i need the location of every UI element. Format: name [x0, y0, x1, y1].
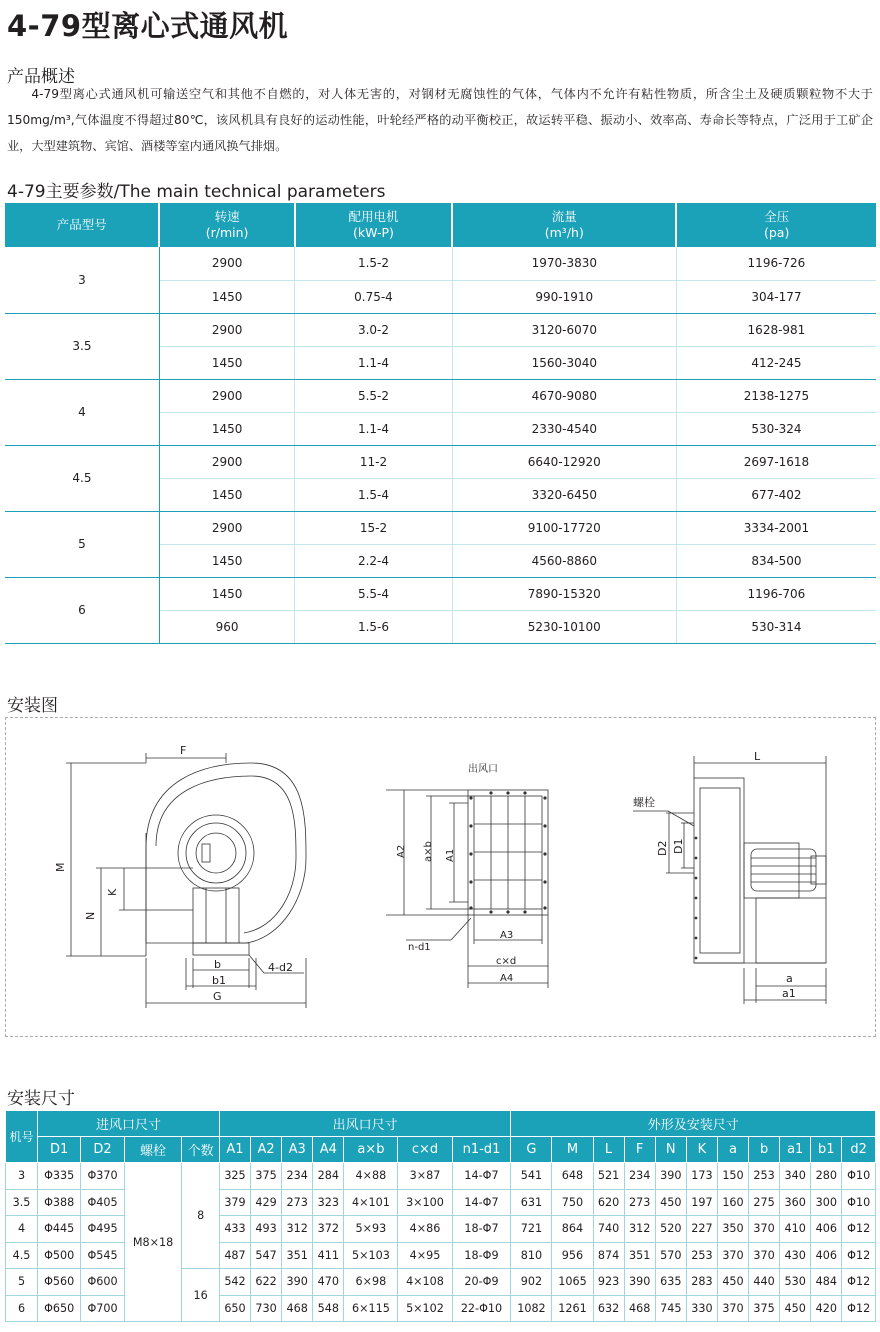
dims-machine-no: 4	[6, 1216, 38, 1243]
params-cell: 1450	[159, 280, 294, 313]
params-cell: 15-2	[295, 511, 452, 544]
dims-cell: 379	[219, 1189, 250, 1216]
params-cell: 1450	[159, 544, 294, 577]
dims-machine-no: 6	[6, 1295, 38, 1322]
params-model: 4.5	[5, 445, 159, 511]
dims-col-header: A4	[313, 1137, 344, 1163]
dims-col-header: D2	[81, 1137, 124, 1163]
params-cell: 1.1-4	[295, 346, 452, 379]
dims-cell: 253	[686, 1242, 717, 1269]
dims-cell: 4×86	[398, 1216, 452, 1243]
dims-cell: 730	[251, 1295, 282, 1322]
dims-cell: 1261	[552, 1295, 593, 1322]
dims-cell: 234	[624, 1163, 655, 1190]
dims-cell: 468	[282, 1295, 313, 1322]
dims-machine-no: 3.5	[6, 1189, 38, 1216]
dims-col-header: A2	[251, 1137, 282, 1163]
params-cell: 3120-6070	[452, 313, 676, 346]
dims-cell: 521	[593, 1163, 624, 1190]
params-cell: 2138-1275	[676, 379, 876, 412]
label-axb: a×b	[423, 841, 434, 862]
label-cxd: c×d	[496, 956, 517, 967]
params-cell: 677-402	[676, 478, 876, 511]
params-header-unit: (kW-P)	[353, 225, 394, 240]
dims-cell: 375	[749, 1295, 780, 1322]
params-cell: 5.5-4	[295, 577, 452, 610]
dims-col-header: G	[511, 1137, 552, 1163]
dims-col-header: b	[749, 1137, 780, 1163]
dims-cell: 253	[749, 1163, 780, 1190]
dims-cell: 430	[780, 1242, 811, 1269]
dims-cell: 390	[282, 1269, 313, 1296]
params-cell: 11-2	[295, 445, 452, 478]
params-model: 3.5	[5, 313, 159, 379]
dims-cell: 3×87	[398, 1163, 452, 1190]
dims-cell: 406	[811, 1216, 842, 1243]
overview-heading: 产品概述	[7, 67, 75, 87]
dims-col-header: a	[717, 1137, 748, 1163]
dims-machine-no: 4.5	[6, 1242, 38, 1269]
dims-cell: 570	[655, 1242, 686, 1269]
label-L: L	[754, 750, 761, 763]
dims-cell: 3×100	[398, 1189, 452, 1216]
dims-cell: 5×103	[344, 1242, 398, 1269]
label-b: b	[214, 958, 221, 971]
params-row	[5, 313, 876, 346]
dims-cell: 4×95	[398, 1242, 452, 1269]
dims-cell: 547	[251, 1242, 282, 1269]
params-cell: 2900	[159, 511, 294, 544]
dims-col-header: A3	[282, 1137, 313, 1163]
dims-cell-d2: Φ370	[81, 1163, 124, 1190]
dims-cell: 721	[511, 1216, 552, 1243]
dims-cell-d2: Φ600	[81, 1269, 124, 1296]
dims-cell: 18-Φ7	[452, 1216, 511, 1243]
dims-cell: 14-Φ7	[452, 1163, 511, 1190]
dims-header-inlet: 进风口尺寸	[38, 1111, 220, 1137]
dims-cell: 902	[511, 1269, 552, 1296]
label-D1: D1	[672, 838, 685, 854]
dims-machine-no: 5	[6, 1269, 38, 1296]
dims-cell: 370	[717, 1242, 748, 1269]
dims-cell-d2: Φ495	[81, 1216, 124, 1243]
dims-cell: Φ10	[842, 1163, 876, 1190]
label-A3: A3	[500, 930, 514, 941]
label-outlet-title: 出风口	[468, 764, 498, 775]
dims-col-header: M	[552, 1137, 593, 1163]
params-header-0	[5, 203, 159, 247]
params-header-unit: (m³/h)	[544, 225, 584, 240]
params-cell: 3320-6450	[452, 478, 676, 511]
dims-cell: 632	[593, 1295, 624, 1322]
params-model: 3	[5, 247, 159, 313]
params-cell: 2.2-4	[295, 544, 452, 577]
params-row	[5, 247, 876, 280]
dims-cell: 300	[811, 1189, 842, 1216]
params-cell: 5.5-2	[295, 379, 452, 412]
label-bolt: 螺栓	[633, 796, 655, 809]
params-cell: 3.0-2	[295, 313, 452, 346]
params-header-label: 转速	[214, 209, 240, 224]
dims-cell: 360	[780, 1189, 811, 1216]
dims-col-header: L	[593, 1137, 624, 1163]
dims-cell-d1: Φ500	[38, 1242, 81, 1269]
front-view	[633, 756, 826, 1004]
dims-cell: 484	[811, 1269, 842, 1296]
dims-cell: 173	[686, 1163, 717, 1190]
params-cell: 2330-4540	[452, 412, 676, 445]
dims-cell: 548	[313, 1295, 344, 1322]
params-model: 6	[5, 577, 159, 643]
dims-cell: 956	[552, 1242, 593, 1269]
dims-cell: Φ10	[842, 1189, 876, 1216]
label-A1: A1	[445, 848, 456, 862]
dims-cell: 530	[780, 1269, 811, 1296]
dims-cell: 4×108	[398, 1269, 452, 1296]
dims-cell-d2: Φ545	[81, 1242, 124, 1269]
dims-col-header: A1	[219, 1137, 250, 1163]
dims-cell: 468	[624, 1295, 655, 1322]
params-cell: 1970-3830	[452, 247, 676, 280]
dims-cell: 440	[749, 1269, 780, 1296]
params-cell: 4670-9080	[452, 379, 676, 412]
dims-cell: 323	[313, 1189, 344, 1216]
install-drawing-svg	[6, 718, 875, 1036]
params-cell: 960	[159, 610, 294, 643]
dims-table	[5, 1110, 876, 1322]
dims-cell-d1: Φ650	[38, 1295, 81, 1322]
params-header-unit: (r/min)	[205, 225, 249, 240]
dims-cell: 330	[686, 1295, 717, 1322]
dims-cell: 1082	[511, 1295, 552, 1322]
dims-cell: 493	[251, 1216, 282, 1243]
params-cell: 2900	[159, 445, 294, 478]
params-model: 5	[5, 511, 159, 577]
params-cell: 1.5-2	[295, 247, 452, 280]
params-model: 4	[5, 379, 159, 445]
label-N: N	[84, 911, 97, 920]
dims-cell: 4×101	[344, 1189, 398, 1216]
dims-cell-d1: Φ335	[38, 1163, 81, 1190]
dims-cell-d1: Φ560	[38, 1269, 81, 1296]
dims-col-header: K	[686, 1137, 717, 1163]
overview-paragraph: 4-79型离心式通风机可输送空气和其他不自燃的，对人体无害的，对钢材无腐蚀性的气体，气体内不允许有粘性物质，所含尘土及硬质颗粒物不大于150mg/m³,气体温度不得超过80℃，该风机具有良好的运动性能，叶轮经严格的动平衡校正，故运转平稳、振动小、效率高、寿命长等特点，广泛用于工矿企业，大型建筑物、宾馆、酒楼等室内通风换气排烟。	[7, 87, 873, 153]
dims-cell-count: 16	[182, 1269, 220, 1322]
front-view-labels	[633, 750, 796, 1000]
params-header-1	[159, 203, 294, 247]
dims-cell: 650	[219, 1295, 250, 1322]
dims-heading: 安装尺寸	[7, 1089, 75, 1109]
dims-col-header: a×b	[344, 1137, 398, 1163]
params-cell: 9100-17720	[452, 511, 676, 544]
dims-cell: 351	[624, 1242, 655, 1269]
dims-cell: 1065	[552, 1269, 593, 1296]
params-row	[5, 577, 876, 610]
dims-cell: 450	[717, 1269, 748, 1296]
dims-col-header: D1	[38, 1137, 81, 1163]
params-cell: 3334-2001	[676, 511, 876, 544]
dims-cell: 22-Φ10	[452, 1295, 511, 1322]
dims-cell-count: 8	[182, 1163, 220, 1269]
dims-cell: 420	[811, 1295, 842, 1322]
dims-cell: 375	[251, 1163, 282, 1190]
dims-cell: 4×88	[344, 1163, 398, 1190]
dims-cell: 410	[780, 1216, 811, 1243]
params-cell: 2697-1618	[676, 445, 876, 478]
dims-col-header: N	[655, 1137, 686, 1163]
label-A2: A2	[396, 844, 407, 858]
params-cell: 1.1-4	[295, 412, 452, 445]
params-table	[5, 203, 876, 644]
dims-cell: 325	[219, 1163, 250, 1190]
dims-cell: 810	[511, 1242, 552, 1269]
dims-cell: 648	[552, 1163, 593, 1190]
dims-cell: 283	[686, 1269, 717, 1296]
dims-col-header: d2	[842, 1137, 876, 1163]
dims-cell: 635	[655, 1269, 686, 1296]
dims-cell: 18-Φ9	[452, 1242, 511, 1269]
dims-cell: 280	[811, 1163, 842, 1190]
dims-cell: 6×115	[344, 1295, 398, 1322]
dims-cell: 284	[313, 1163, 344, 1190]
params-cell: 412-245	[676, 346, 876, 379]
label-G: G	[213, 990, 222, 1003]
dims-cell: 340	[780, 1163, 811, 1190]
params-cell: 4560-8860	[452, 544, 676, 577]
dims-cell-d2: Φ700	[81, 1295, 124, 1322]
front-bolt-holes	[695, 837, 698, 960]
label-a1: a1	[782, 987, 796, 1000]
dims-cell: 390	[624, 1269, 655, 1296]
dims-cell: 411	[313, 1242, 344, 1269]
dims-col-header: 螺栓	[124, 1137, 182, 1163]
outlet-view-labels	[396, 762, 516, 984]
params-cell: 1196-726	[676, 247, 876, 280]
dims-cell: 470	[313, 1269, 344, 1296]
dims-cell: 450	[780, 1295, 811, 1322]
dims-cell: 273	[282, 1189, 313, 1216]
params-cell: 990-1910	[452, 280, 676, 313]
params-cell: 1628-981	[676, 313, 876, 346]
dims-cell: 631	[511, 1189, 552, 1216]
dims-cell: 350	[717, 1216, 748, 1243]
dims-cell: 745	[655, 1295, 686, 1322]
params-header-unit: (pa)	[764, 225, 790, 240]
dims-cell: 541	[511, 1163, 552, 1190]
params-header-label: 产品型号	[56, 217, 107, 232]
dims-cell: 433	[219, 1216, 250, 1243]
dims-cell: 150	[717, 1163, 748, 1190]
dims-cell: 622	[251, 1269, 282, 1296]
dims-cell-d1: Φ445	[38, 1216, 81, 1243]
params-cell: 6640-12920	[452, 445, 676, 478]
install-drawing-heading: 安装图	[7, 696, 58, 716]
dims-cell: 14-Φ7	[452, 1189, 511, 1216]
overview-text	[7, 81, 873, 159]
dims-col-header: n1-d1	[452, 1137, 511, 1163]
dims-cell: 370	[749, 1242, 780, 1269]
dims-col-header: 个数	[182, 1137, 220, 1163]
dims-machine-no: 3	[6, 1163, 38, 1190]
dims-cell: 542	[219, 1269, 250, 1296]
params-cell: 2900	[159, 379, 294, 412]
dims-cell: 429	[251, 1189, 282, 1216]
params-header-3	[452, 203, 676, 247]
dims-cell: 620	[593, 1189, 624, 1216]
dims-cell: 6×98	[344, 1269, 398, 1296]
params-row	[5, 379, 876, 412]
dims-col-header: a1	[780, 1137, 811, 1163]
params-cell: 1.5-4	[295, 478, 452, 511]
params-cell: 5230-10100	[452, 610, 676, 643]
dims-cell: 370	[717, 1295, 748, 1322]
dims-cell: 487	[219, 1242, 250, 1269]
dims-cell: Φ12	[842, 1242, 876, 1269]
label-M: M	[54, 862, 67, 872]
params-heading: 4-79主要参数/The main technical parameters	[7, 182, 386, 202]
dims-cell: 370	[749, 1216, 780, 1243]
dims-cell: 160	[717, 1189, 748, 1216]
params-cell: 2900	[159, 247, 294, 280]
dims-cell: 5×102	[398, 1295, 452, 1322]
dims-cell: 5×93	[344, 1216, 398, 1243]
dims-cell: 864	[552, 1216, 593, 1243]
label-b1: b1	[212, 974, 226, 987]
params-row	[5, 511, 876, 544]
params-cell: 0.75-4	[295, 280, 452, 313]
dims-cell: 372	[313, 1216, 344, 1243]
params-header-2	[295, 203, 452, 247]
dims-row	[6, 1163, 876, 1190]
dims-cell: Φ12	[842, 1216, 876, 1243]
dims-header-machine: 机号	[6, 1111, 38, 1163]
params-header-4	[676, 203, 876, 247]
label-4-d2: 4-d2	[268, 961, 293, 974]
dims-cell-d2: Φ405	[81, 1189, 124, 1216]
dims-cell: 740	[593, 1216, 624, 1243]
dims-cell: 351	[282, 1242, 313, 1269]
dims-cell: 406	[811, 1242, 842, 1269]
page-title: 4-79型离心式通风机	[7, 9, 289, 43]
params-cell: 304-177	[676, 280, 876, 313]
dims-cell: 520	[655, 1216, 686, 1243]
dims-cell: 750	[552, 1189, 593, 1216]
params-header-label: 全压	[764, 209, 790, 224]
dims-cell: 20-Φ9	[452, 1269, 511, 1296]
label-a: a	[786, 972, 793, 985]
dims-cell: 273	[624, 1189, 655, 1216]
dims-col-header: F	[624, 1137, 655, 1163]
params-cell: 1450	[159, 478, 294, 511]
dims-cell: 450	[655, 1189, 686, 1216]
label-F: F	[180, 744, 187, 757]
params-cell: 1450	[159, 412, 294, 445]
params-cell: 530-314	[676, 610, 876, 643]
dims-header-outlet: 出风口尺寸	[219, 1111, 511, 1137]
dims-cell: 923	[593, 1269, 624, 1296]
params-cell: 1450	[159, 577, 294, 610]
dims-cell: Φ12	[842, 1269, 876, 1296]
params-cell: 1.5-6	[295, 610, 452, 643]
params-cell: 834-500	[676, 544, 876, 577]
dims-cell: 227	[686, 1216, 717, 1243]
dims-cell: 197	[686, 1189, 717, 1216]
params-cell: 1450	[159, 346, 294, 379]
label-D2: D2	[656, 840, 669, 856]
dims-cell-bolt: M8×18	[124, 1163, 182, 1322]
dims-cell: 234	[282, 1163, 313, 1190]
label-K: K	[106, 888, 119, 896]
dims-col-header: c×d	[398, 1137, 452, 1163]
dims-cell-d1: Φ388	[38, 1189, 81, 1216]
install-drawing	[5, 717, 876, 1037]
dims-cell: 312	[282, 1216, 313, 1243]
dims-cell: 874	[593, 1242, 624, 1269]
dims-col-header: b1	[811, 1137, 842, 1163]
params-cell: 1560-3040	[452, 346, 676, 379]
params-cell: 7890-15320	[452, 577, 676, 610]
params-header-label: 流量	[551, 209, 577, 224]
label-A4: A4	[500, 973, 514, 984]
label-n-d1: n-d1	[408, 942, 431, 953]
dims-cell: Φ12	[842, 1295, 876, 1322]
params-cell: 2900	[159, 313, 294, 346]
params-cell: 1196-706	[676, 577, 876, 610]
dims-header-outline: 外形及安装尺寸	[511, 1111, 876, 1137]
params-header-label: 配用电机	[348, 209, 399, 224]
dims-cell: 312	[624, 1216, 655, 1243]
params-cell: 530-324	[676, 412, 876, 445]
dims-cell: 275	[749, 1189, 780, 1216]
outlet-view	[386, 790, 548, 988]
dims-cell: 390	[655, 1163, 686, 1190]
params-row	[5, 445, 876, 478]
